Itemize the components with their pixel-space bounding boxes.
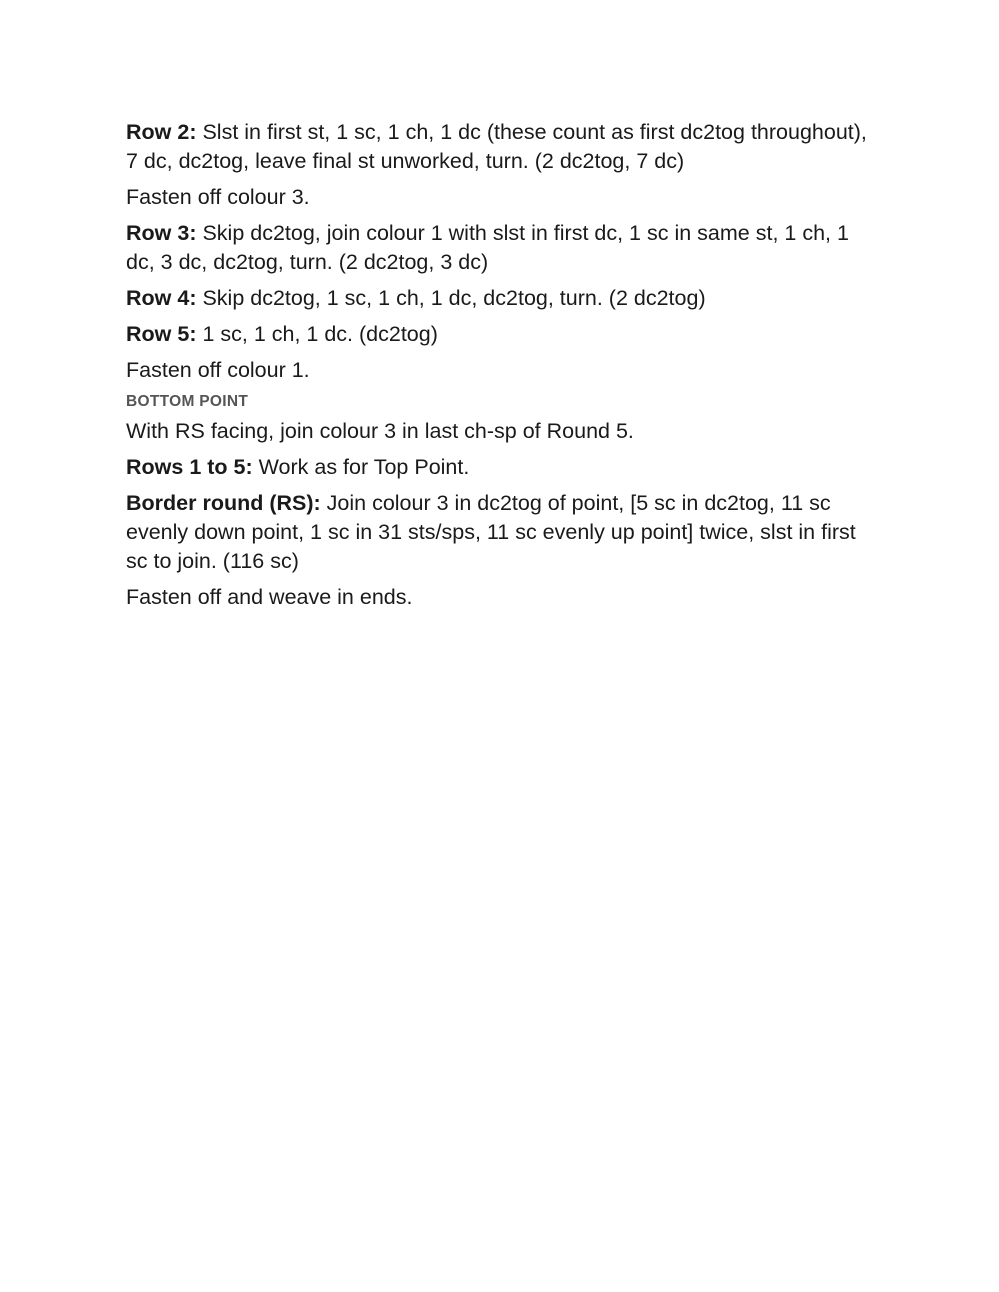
instruction-text: Fasten off colour 3. — [126, 185, 310, 209]
row-label: Row 2: — [126, 120, 197, 144]
instruction-text: Skip dc2tog, 1 sc, 1 ch, 1 dc, dc2tog, turn. (2 dc2tog) — [196, 286, 706, 310]
instruction-text: Work as for Top Point. — [252, 455, 470, 479]
row-label: Border round (RS): — [126, 491, 321, 515]
row-4-instruction — [126, 284, 876, 313]
finishing-note — [126, 583, 876, 612]
row-5-instruction — [126, 320, 876, 349]
row-3-instruction — [126, 219, 876, 277]
instruction-text: Skip dc2tog, join colour 1 with slst in first dc, 1 sc in same st, 1 ch, 1 dc, 3 dc, dc2tog, turn. (2 dc2tog, 3 dc) — [126, 221, 849, 274]
join-instruction — [126, 417, 876, 446]
instruction-text: Fasten off and weave in ends. — [126, 585, 413, 609]
row-label: Row 5: — [126, 322, 197, 346]
border-round-instruction — [126, 489, 876, 576]
instruction-text: Fasten off colour 1. — [126, 358, 310, 382]
row-2-instruction — [126, 118, 876, 176]
row-label: Row 3: — [126, 221, 197, 245]
row-label: Row 4: — [126, 286, 197, 310]
instruction-text: Join colour 3 in dc2tog of point, [5 sc in dc2tog, 11 sc evenly down point, 1 sc in 31 sts/sps, 11 sc evenly up point] twice, slst in first sc to join. (116 sc) — [126, 491, 856, 573]
instruction-text: Slst in first st, 1 sc, 1 ch, 1 dc (these count as first dc2tog throughout), 7 dc, dc2tog, leave final st unworked, turn. (2 dc2tog, 7 dc) — [126, 120, 867, 173]
rows-1-5-instruction — [126, 453, 876, 482]
section-heading: BOTTOM POINT — [126, 393, 249, 410]
fasten-off-note — [126, 356, 876, 385]
pattern-page — [126, 118, 876, 619]
row-label: Rows 1 to 5: — [126, 455, 253, 479]
instruction-text: With RS facing, join colour 3 in last ch-sp of Round 5. — [126, 419, 634, 443]
instruction-text: 1 sc, 1 ch, 1 dc. (dc2tog) — [196, 322, 438, 346]
fasten-off-note — [126, 183, 876, 212]
